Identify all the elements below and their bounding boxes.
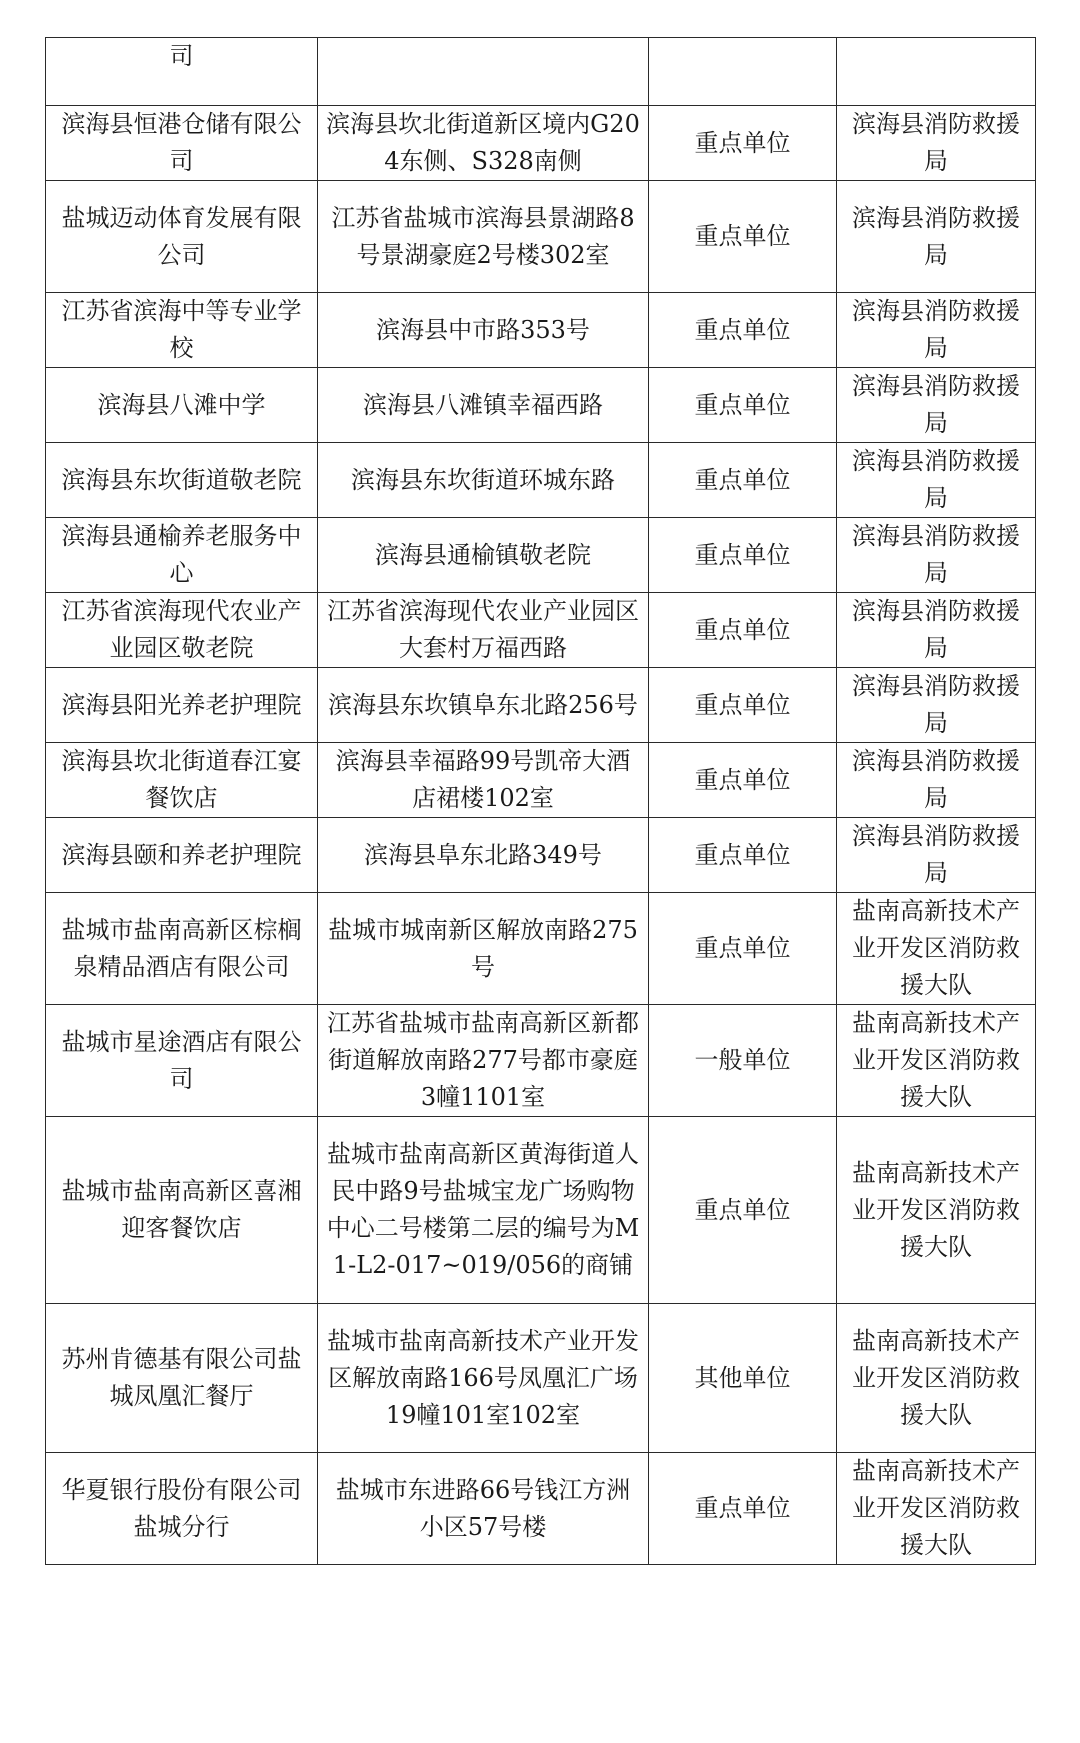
address-cell: 滨海县阜东北路349号	[318, 818, 649, 893]
address-cell: 滨海县坎北街道新区境内G204东侧、S328南侧	[318, 106, 649, 181]
address-cell: 滨海县中市路353号	[318, 293, 649, 368]
category-cell	[649, 38, 837, 106]
unit-name-cell: 盐城迈动体育发展有限公司	[46, 181, 318, 293]
category-cell: 重点单位	[649, 668, 837, 743]
table-row	[46, 293, 1036, 368]
authority-cell: 滨海县消防救援局	[837, 518, 1036, 593]
authority-cell: 滨海县消防救援局	[837, 181, 1036, 293]
table-row	[46, 818, 1036, 893]
category-cell: 重点单位	[649, 593, 837, 668]
table-row	[46, 1453, 1036, 1565]
category-cell: 重点单位	[649, 181, 837, 293]
authority-cell: 盐南高新技术产业开发区消防救援大队	[837, 1304, 1036, 1453]
authority-cell: 滨海县消防救援局	[837, 368, 1036, 443]
table-row	[46, 181, 1036, 293]
authority-cell: 滨海县消防救援局	[837, 443, 1036, 518]
unit-name-cell: 江苏省滨海中等专业学校	[46, 293, 318, 368]
unit-name-cell: 滨海县阳光养老护理院	[46, 668, 318, 743]
unit-name-cell: 滨海县八滩中学	[46, 368, 318, 443]
unit-name-cell: 滨海县坎北街道春江宴餐饮店	[46, 743, 318, 818]
table-row	[46, 443, 1036, 518]
address-cell: 滨海县幸福路99号凯帝大酒店裙楼102室	[318, 743, 649, 818]
table-row	[46, 893, 1036, 1005]
address-cell	[318, 38, 649, 106]
table-row	[46, 593, 1036, 668]
unit-name-cell: 盐城市盐南高新区棕榈泉精品酒店有限公司	[46, 893, 318, 1005]
address-cell: 滨海县八滩镇幸福西路	[318, 368, 649, 443]
category-cell: 其他单位	[649, 1304, 837, 1453]
category-cell: 重点单位	[649, 443, 837, 518]
category-cell: 重点单位	[649, 1453, 837, 1565]
unit-name-cell: 滨海县通榆养老服务中心	[46, 518, 318, 593]
authority-cell: 盐南高新技术产业开发区消防救援大队	[837, 1005, 1036, 1117]
table-row	[46, 518, 1036, 593]
table-row	[46, 1304, 1036, 1453]
authority-cell: 滨海县消防救援局	[837, 668, 1036, 743]
address-cell: 江苏省盐城市盐南高新区新都街道解放南路277号都市豪庭3幢1101室	[318, 1005, 649, 1117]
address-cell: 盐城市城南新区解放南路275号	[318, 893, 649, 1005]
address-cell: 滨海县东坎镇阜东北路256号	[318, 668, 649, 743]
category-cell: 一般单位	[649, 1005, 837, 1117]
address-cell: 盐城市东进路66号钱江方洲小区57号楼	[318, 1453, 649, 1565]
category-cell: 重点单位	[649, 893, 837, 1005]
table-row	[46, 1005, 1036, 1117]
authority-cell: 滨海县消防救援局	[837, 818, 1036, 893]
authority-cell: 盐南高新技术产业开发区消防救援大队	[837, 1117, 1036, 1304]
table-row	[46, 106, 1036, 181]
address-cell: 滨海县通榆镇敬老院	[318, 518, 649, 593]
table-row	[46, 38, 1036, 106]
address-cell: 江苏省盐城市滨海县景湖路8号景湖豪庭2号楼302室	[318, 181, 649, 293]
unit-name-cell: 苏州肯德基有限公司盐城凤凰汇餐厅	[46, 1304, 318, 1453]
category-cell: 重点单位	[649, 293, 837, 368]
table-row	[46, 1117, 1036, 1304]
unit-name-cell: 司	[46, 38, 318, 106]
authority-cell	[837, 38, 1036, 106]
unit-name-cell: 盐城市盐南高新区喜湘迎客餐饮店	[46, 1117, 318, 1304]
table-row	[46, 668, 1036, 743]
unit-name-cell: 华夏银行股份有限公司盐城分行	[46, 1453, 318, 1565]
category-cell: 重点单位	[649, 1117, 837, 1304]
category-cell: 重点单位	[649, 106, 837, 181]
category-cell: 重点单位	[649, 368, 837, 443]
category-cell: 重点单位	[649, 743, 837, 818]
authority-cell: 滨海县消防救援局	[837, 593, 1036, 668]
category-cell: 重点单位	[649, 818, 837, 893]
table-row	[46, 743, 1036, 818]
unit-name-cell: 江苏省滨海现代农业产业园区敬老院	[46, 593, 318, 668]
authority-cell: 盐南高新技术产业开发区消防救援大队	[837, 893, 1036, 1005]
unit-name-cell: 滨海县恒港仓储有限公司	[46, 106, 318, 181]
authority-cell: 滨海县消防救援局	[837, 743, 1036, 818]
unit-name-cell: 滨海县东坎街道敬老院	[46, 443, 318, 518]
authority-cell: 滨海县消防救援局	[837, 106, 1036, 181]
document-page	[45, 37, 1035, 1565]
address-cell: 盐城市盐南高新区黄海街道人民中路9号盐城宝龙广场购物中心二号楼第二层的编号为M1-L2-017~019/056的商铺	[318, 1117, 649, 1304]
table-row	[46, 368, 1036, 443]
address-cell: 盐城市盐南高新技术产业开发区解放南路166号凤凰汇广场19幢101室102室	[318, 1304, 649, 1453]
authority-cell: 滨海县消防救援局	[837, 293, 1036, 368]
category-cell: 重点单位	[649, 518, 837, 593]
authority-cell: 盐南高新技术产业开发区消防救援大队	[837, 1453, 1036, 1565]
address-cell: 江苏省滨海现代农业产业园区大套村万福西路	[318, 593, 649, 668]
fire-safety-units-table	[45, 37, 1036, 1565]
unit-name-cell: 滨海县颐和养老护理院	[46, 818, 318, 893]
unit-name-cell: 盐城市星途酒店有限公司	[46, 1005, 318, 1117]
address-cell: 滨海县东坎街道环城东路	[318, 443, 649, 518]
